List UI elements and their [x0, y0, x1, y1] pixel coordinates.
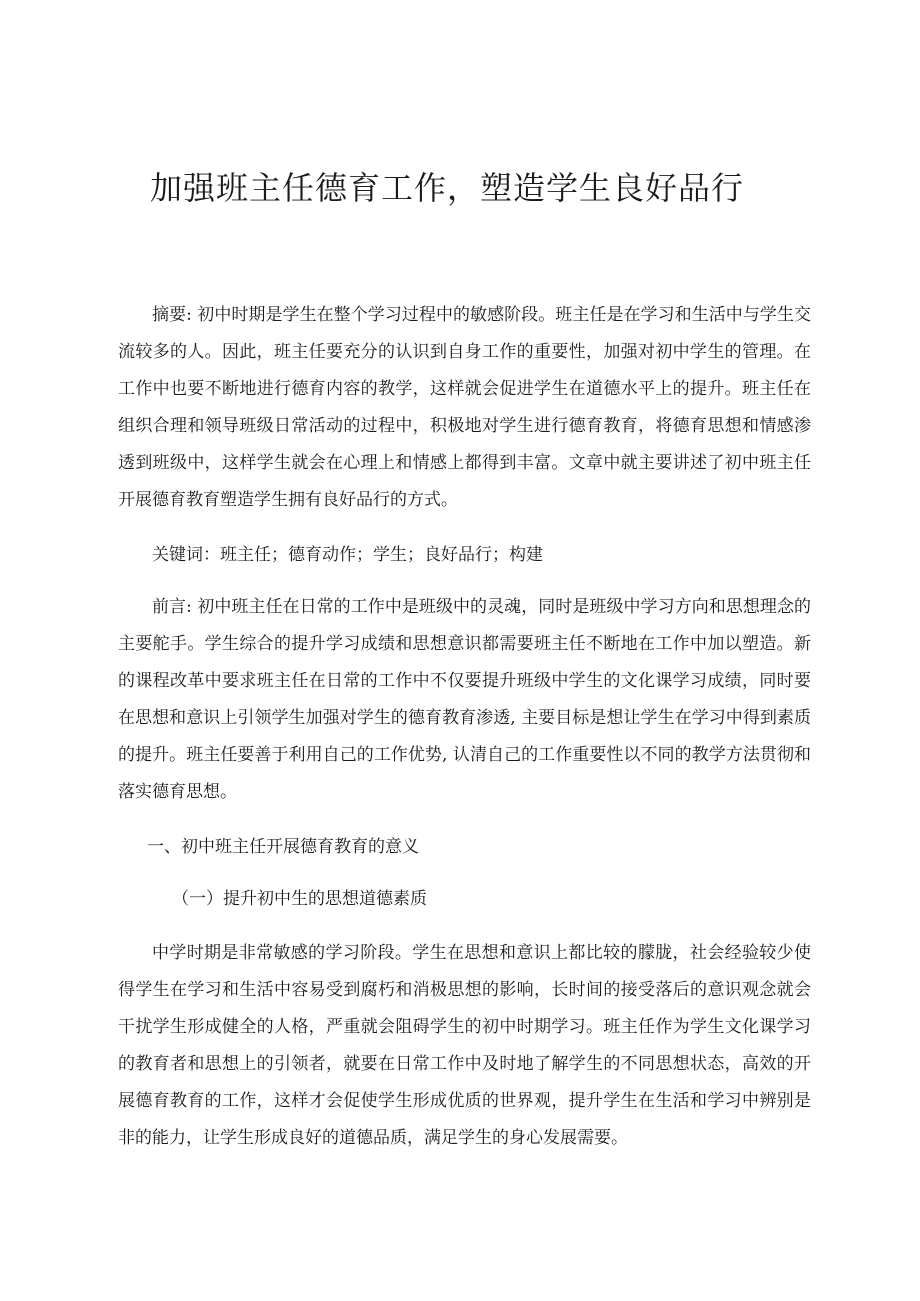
keywords-line: 关键词：班主任；德育动作；学生；良好品行；构建	[152, 545, 543, 565]
body-paragraph: 中学时期是非常敏感的学习阶段。学生在思想和意识上都比较的朦胧，社会经验较少使得学生在学习和生活中容易受到腐朽和消极思想的影响，长时间的接受落后的意识观念就会干扰学生形成健全的人格，严重就会阻碍学生的初中时期学习。班主任作为学生文化课学习的教育者和思想上的引领者，就要在日常工作中及时地了解学生的不同思想状态，高效的开展德育教育的工作，这样才会促使学生形成优质的世界观，提升学生在生活和学习中辨别是非的能力，让学生形成良好的道德品质，满足学生的身心发展需要。	[118, 943, 811, 1148]
section-heading: 一、初中班主任开展德育教育的意义	[147, 837, 419, 857]
preface-paragraph: 前言: 初中班主任在日常的工作中是班级中的灵魂，同时是班级中学习方向和思想理念的主要舵手。学生综合的提升学习成绩和思想意识都需要班主任不断地在工作中加以塑造。新的课程改革中要求班主任在日常的工作中不仅要提升班级中学生的文化课学习成绩，同时要在思想和意识上引领学生加强对学生的德育教育渗透, 主要目标是想让学生在学习中得到素质的提升。班主任要善于利用自己的工作优势, 认清自己的工作重要性以不同的教学方法贯彻和落实德育思想。	[118, 597, 811, 802]
document-title: 加强班主任德育工作，塑造学生良好品行	[150, 169, 745, 207]
subsection-heading: （一）提升初中生的思想道德素质	[172, 889, 427, 909]
abstract-paragraph: 摘要: 初中时期是学生在整个学习过程中的敏感阶段。班主任是在学习和生活中与学生交流较多的人。因此，班主任要充分的认识到自身工作的重要性，加强对初中学生的管理。在工作中也要不断地进行德育内容的教学，这样就会促进学生在道德水平上的提升。班主任在组织合理和领导班级日常活动的过程中，积极地对学生进行德育教育，将德育思想和情感渗透到班级中，这样学生就会在心理上和情感上都得到丰富。文章中就主要讲述了初中班主任开展德育教育塑造学生拥有良好品行的方式。	[118, 305, 811, 510]
